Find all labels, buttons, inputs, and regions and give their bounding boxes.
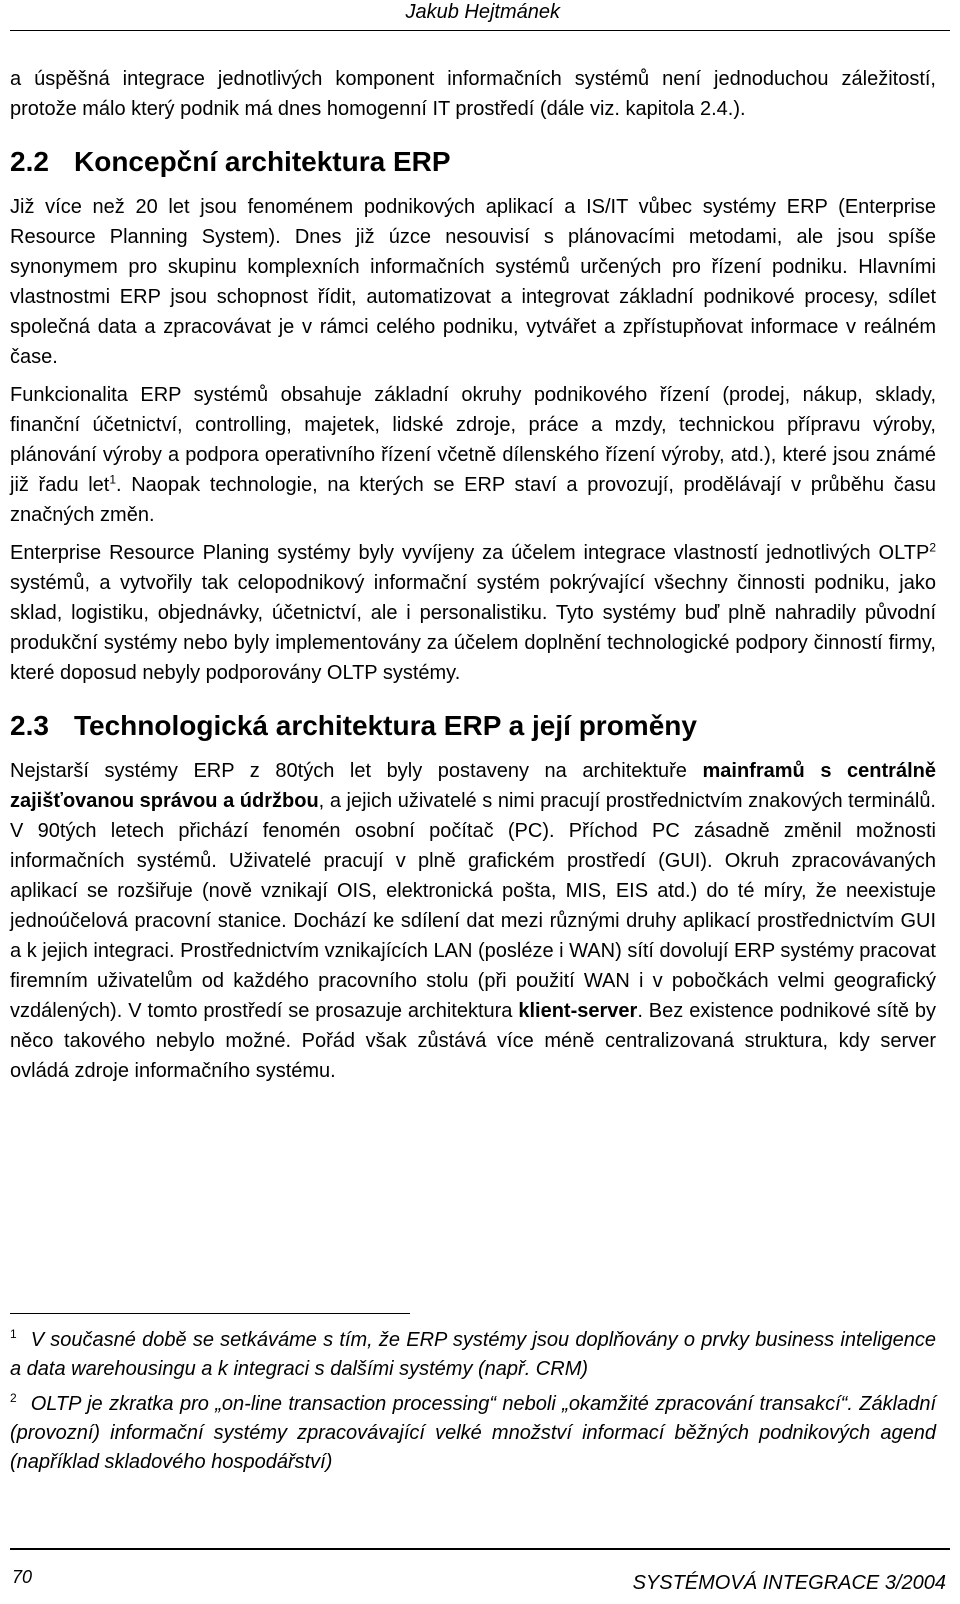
section-number: 2.2 bbox=[10, 146, 49, 177]
section-heading-2-3 bbox=[10, 708, 936, 744]
footnote-2 bbox=[10, 1390, 936, 1477]
page-number: 70 bbox=[12, 1567, 33, 1587]
section-number: 2.3 bbox=[10, 710, 49, 741]
section-title: Technologická architektura ERP a její proměny bbox=[74, 710, 697, 741]
footnote-separator bbox=[10, 1313, 410, 1314]
footnote-text: V současné době se setkáváme s tím, že ERP systémy jsou doplňovány o prvky business inteligence a data warehousingu a k integraci s dalšími systémy (např. CRM) bbox=[10, 1329, 936, 1380]
footer-rule bbox=[10, 1548, 950, 1550]
footnote-mark: 1 bbox=[10, 1327, 17, 1342]
footnote-1 bbox=[10, 1326, 936, 1384]
footnote-ref-2[interactable]: 2 bbox=[929, 540, 936, 555]
paragraph-text: Funkcionalita ERP systémů obsahuje základní okruhy podnikového řízení (prodej, nákup, sklady, finanční účetnictví, controlling, majetek, lidské zdroje, práce a mzdy, technickou přípravu výroby, plánování výroby a podpora operativního řízení včetně dílenského řízení výroby, atd.), které jsou známé již řadu let bbox=[10, 384, 936, 496]
paragraph-text: . Naopak technologie, na kterých se ERP staví a provozují, prodělávají v průběhu času značných změn. bbox=[10, 474, 936, 526]
paragraph-text: systémů, a vytvořily tak celopodnikový informační systém pokrývající všechny činnosti podniku, jako sklad, logistiku, objednávky, účetnictví, ale i personalistiku. Tyto systémy buď plně nahradily původní produkční systémy nebo byly implementovány za účelem doplnění technologické podpory činností firmy, které doposud nebyly podporovány OLTP systémy. bbox=[10, 572, 936, 684]
paragraph-erp-intro: Již více než 20 let jsou fenoménem podnikových aplikací a IS/IT vůbec systémy ERP (Enterprise Resource Planning System). Dnes již úzce nesouvisí s plánovacími metodami, ale jsou spíše synonymem pro skupinu komplexních informačních systémů určených pro řízení podniku. Hlavními vlastnostmi ERP jsou schopnost řídit, automatizovat a integrovat základní podnikové procesy, sdílet společná data a zpracovávat je v rámci celého podniku, vytvářet a zpřístupňovat informace v reálném čase. bbox=[10, 196, 936, 368]
footnote-ref-1[interactable]: 1 bbox=[109, 472, 117, 487]
section-title: Koncepční architektura ERP bbox=[74, 146, 451, 177]
paragraph-text: , a jejich uživatelé s nimi pracují prostřednictvím znakových terminálů. V 90tých letech přichází fenomén osobní počítač (PC). Příchod PC zásadně změnil možnosti informačních systémů. Uživatelé pracují v plně grafickém prostředí (GUI). Okruh zpracovávaných aplikací se rozšiřuje (nově vznikají OIS, elektronická pošta, MIS, EIS atd.) do té míry, že neexistuje jednoúčelová pracovní stanice. Dochází ke sdílení dat mezi různými druhy aplikací prostřednictvím GUI a k jejich integraci. Prostřednictvím vznikajících LAN (posléze i WAN) sítí dovolují ERP systémy pracovat firemním uživatelům od každého pracovního stolu (při použití WAN i v pobočkách velmi geografický vzdálených). V tomto prostředí se prosazuje architektura bbox=[10, 790, 936, 1022]
emphasis-client-server: klient-server bbox=[518, 1000, 638, 1022]
paragraph-technology bbox=[10, 756, 936, 1086]
footnote-mark: 2 bbox=[10, 1391, 17, 1406]
header-rule bbox=[10, 30, 950, 31]
paragraph-text: . Bez existence podnikové sítě by něco takového nebylo možné. Pořád však zůstává více méně centralizovaná struktura, kdy server ovládá zdroje informačního systému. bbox=[10, 1000, 936, 1082]
paragraph-text: Enterprise Resource Planing systémy byly vyvíjeny za účelem integrace vlastností jednotlivých OLTP bbox=[10, 542, 930, 564]
section-heading-2-2 bbox=[10, 144, 936, 180]
paragraph-text: Nejstarší systémy ERP z 80tých let byly postaveny na architektuře bbox=[10, 760, 703, 782]
footnotes bbox=[10, 1326, 936, 1483]
page-body bbox=[10, 64, 936, 1086]
emphasis-mainframe: mainframů s centrálně zajišťovanou správou a údržbou bbox=[10, 760, 936, 812]
paragraph-continuation: a úspěšná integrace jednotlivých komponent informačních systémů není jednoduchou záležitostí, protože málo který podnik má dnes homogenní IT prostředí (dále viz. kapitola 2.4.). bbox=[10, 68, 936, 120]
footnote-text: OLTP je zkratka pro „on-line transaction processing“ neboli „okamžité zpracování transakcí“. Základní (provozní) informační systémy zpracovávající velké množství informací běžných podnikových agend (například skladového hospodářství) bbox=[10, 1393, 936, 1473]
paragraph-erp-functionality bbox=[10, 380, 936, 530]
journal-title: SYSTÉMOVÁ INTEGRACE 3/2004 bbox=[632, 1572, 946, 1594]
running-header-author: Jakub Hejtmánek bbox=[405, 1, 560, 23]
paragraph-erp-integration bbox=[10, 538, 936, 688]
